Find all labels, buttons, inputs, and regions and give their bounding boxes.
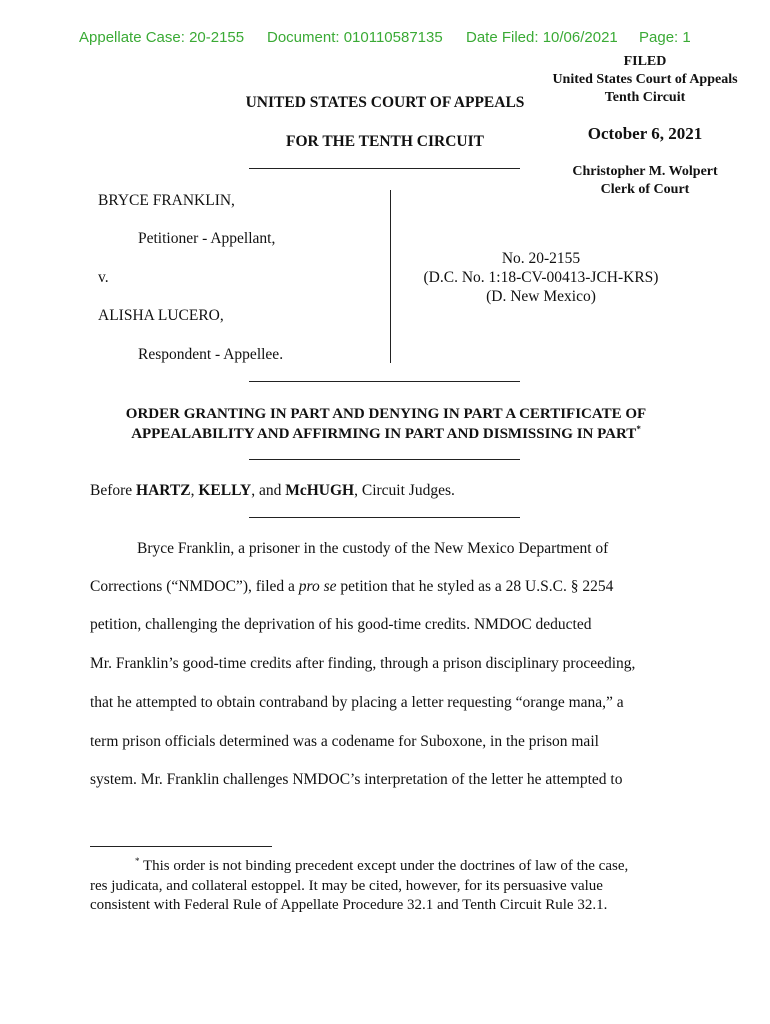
judge-mchugh: McHUGH: [285, 482, 355, 499]
header-document: Document: 010110587135: [267, 29, 443, 46]
judge-hartz: HARTZ: [136, 482, 191, 499]
footnote-separator: [90, 846, 272, 847]
footnote: [90, 857, 690, 916]
body-line: system. Mr. Franklin challenges NMDOC’s interpretation of the letter he attempted to: [90, 771, 623, 788]
divider: [249, 381, 520, 382]
petitioner-name: BRYCE FRANKLIN,: [98, 192, 235, 209]
header-page: Page: 1: [639, 29, 691, 46]
court-circuit: FOR THE TENTH CIRCUIT: [286, 133, 484, 150]
header-case: Appellate Case: 20-2155: [79, 29, 245, 46]
body-line: term prison officials determined was a codename for Suboxone, in the prison mail: [90, 733, 599, 750]
divider: [249, 168, 520, 169]
court-name: UNITED STATES COURT OF APPEALS: [245, 94, 525, 111]
footnote-line: res judicata, and collateral estoppel. It may be cited, however, for its persuasive value: [90, 877, 603, 894]
divider: [249, 517, 520, 518]
petitioner-role: Petitioner - Appellant,: [138, 230, 276, 247]
district-name: (D. New Mexico): [486, 288, 596, 305]
divider: [249, 459, 520, 460]
order-title-line1: ORDER GRANTING IN PART AND DENYING IN PART A CERTIFICATE OF: [125, 406, 647, 422]
footnote-line: consistent with Federal Rule of Appellate Procedure 32.1 and Tenth Circuit Rule 32.1.: [90, 897, 608, 913]
caption-divider: [390, 190, 391, 363]
body-line: Mr. Franklin’s good-time credits after finding, through a prison disciplinary proceeding,: [90, 655, 636, 672]
body-line: Bryce Franklin, a prisoner in the custody of the New Mexico Department of: [137, 540, 609, 557]
filed-court: United States Court of Appeals: [552, 72, 738, 87]
versus: v.: [98, 269, 109, 286]
order-title-line2: APPEALABILITY AND AFFIRMING IN PART AND DISMISSING IN PART*: [131, 424, 641, 442]
footnote-mark: *: [135, 856, 140, 866]
filed-label: FILED: [623, 54, 667, 69]
footnote-line: * This order is not binding precedent except under the doctrines of law of the case,: [135, 856, 629, 874]
order-title: [90, 404, 682, 444]
filed-date: October 6, 2021: [587, 124, 703, 143]
judge-kelly: KELLY: [198, 482, 252, 499]
footnote-reference: *: [636, 424, 641, 434]
case-number: No. 20-2155: [501, 250, 581, 267]
respondent-role: Respondent - Appellee.: [138, 346, 284, 363]
body-line: Corrections (“NMDOC”), filed a pro se petition that he styled as a 28 U.S.C. § 2254: [90, 578, 614, 595]
panel-line: Before HARTZ, KELLY, and McHUGH, Circuit Judges.: [90, 482, 455, 499]
clerk-name: Christopher M. Wolpert: [572, 164, 718, 179]
header-date-filed: Date Filed: 10/06/2021: [466, 29, 618, 46]
clerk-block: [530, 163, 760, 199]
district-case-number: (D.C. No. 1:18-CV-00413-JCH-KRS): [423, 269, 659, 286]
filed-circuit: Tenth Circuit: [604, 90, 686, 105]
body-line: that he attempted to obtain contraband by placing a letter requesting “orange mana,” a: [90, 694, 624, 711]
clerk-title: Clerk of Court: [600, 182, 690, 197]
respondent-name: ALISHA LUCERO,: [98, 307, 224, 324]
body-line: petition, challenging the deprivation of his good-time credits. NMDOC deducted: [90, 616, 592, 633]
